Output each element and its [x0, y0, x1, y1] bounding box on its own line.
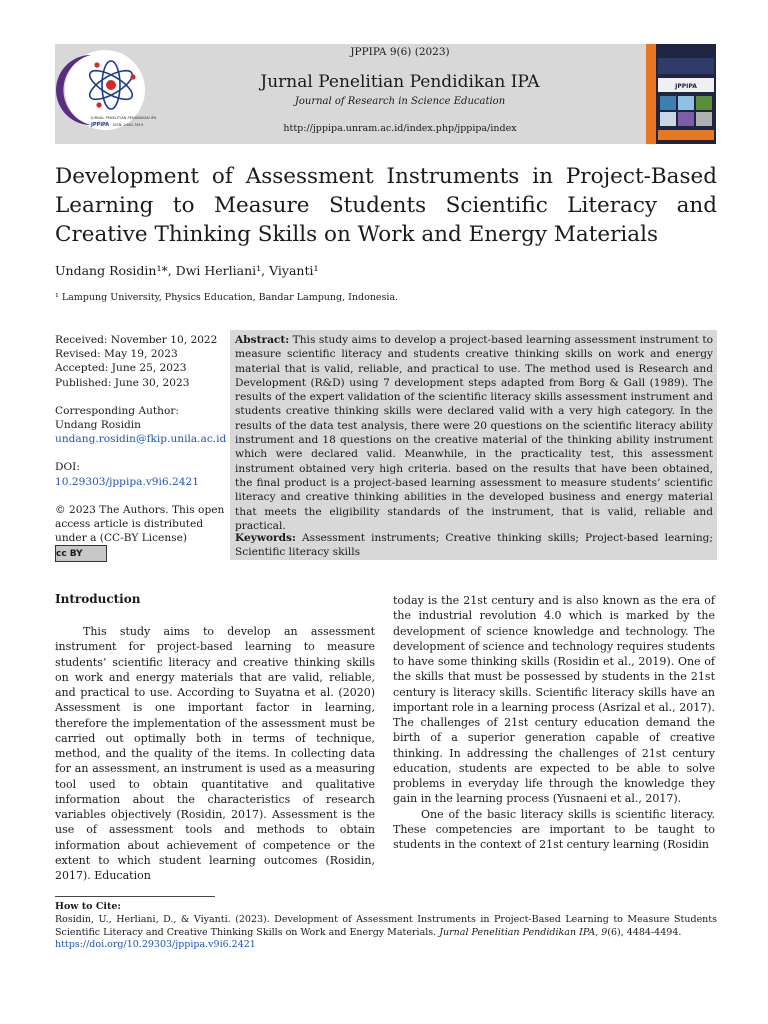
body-right-column: [393, 593, 715, 852]
journal-cover-thumbnail: [646, 44, 716, 144]
footer-divider: [55, 896, 215, 897]
cover-label: JPPIPA: [675, 83, 697, 90]
license-text: © 2023 The Authors. This open access article is distributed under a (CC-BY License): [55, 503, 225, 545]
paper-affiliation: ¹ Lampung University, Physics Education, Bandar Lampung, Indonesia.: [55, 292, 399, 303]
article-meta: [55, 333, 225, 562]
abstract-label: Abstract:: [235, 334, 290, 346]
introduction-heading: Introduction: [55, 592, 141, 606]
journal-issue: JPPIPA 9(6) (2023): [350, 46, 450, 58]
intro-paragraph-1: This study aims to develop an assessment instrument for project-based learning to measure students’ scientific literacy and creative thinking skills on work and energy materials that are valid, reliable, and practical to use. According to Suyatna et al. (2020) Assessment is one important factor in learning, therefore the implementation of the assessment must be carried out optimally both in terms of technique, method, and the quality of the items. In collecting data for an assessment, an instrument is used as a measuring tool used to obtain quantitative and qualitative information about the characteristics of research variables objectively (Rosidin, 2017). Assessment is the use of assessment tools and methods to obtain information about achievement of competence or the extent to which student learning outcomes (Rosidin, 2017). Education: [55, 625, 375, 882]
how-to-cite-text: Rosidin, U., Herliani, D., & Viyanti. (2023). Development of Assessment Instruments in Project-Based Learning to Measure Students Scientific Literacy and Creative Thinking Skills on Work and Energy Materials. Jurnal Penelitian Pendidikan IPA, 9(6), 4484-4494. https://doi.org/10.29303/jppipa.v9i6.2421: [55, 914, 717, 951]
doi-label: DOI:: [55, 461, 80, 474]
keywords-text: Assessment instruments; Creative thinking skills; Project-based learning; Scientific literacy skills: [235, 532, 713, 559]
corresponding-label: Corresponding Author:: [55, 404, 180, 417]
logo-issn: ISSN: 2460-7819: [113, 123, 144, 127]
cc-by-license-icon[interactable]: cc BY: [55, 545, 107, 562]
doi-link[interactable]: 10.29303/jppipa.v9i6.2421: [55, 475, 199, 488]
published-date: Published: June 30, 2023: [55, 376, 190, 389]
journal-logo: [61, 47, 157, 133]
citation-doi-link[interactable]: https://doi.org/10.29303/jppipa.v9i6.2421: [55, 939, 256, 951]
paper-title: Development of Assessment Instruments in Project-Based Learning to Measure Students Scientific Literacy and Creative Thinking Skills on Work and Energy Materials: [55, 164, 717, 247]
corresponding-email-link[interactable]: undang.rosidin@fkip.unila.ac.id: [55, 433, 227, 446]
abstract: [235, 333, 713, 533]
intro-paragraph-2: One of the basic literacy skills is scientific literacy. These competencies are important to be taught to students in the context of 21st century learning (Rosidin: [393, 807, 715, 851]
journal-title: Jurnal Penelitian Pendidikan IPA: [260, 72, 540, 92]
logo-text-line2: JPPIPA: [91, 122, 110, 128]
journal-subtitle: Journal of Research in Science Education: [294, 96, 506, 107]
received-date: Received: November 10, 2022: [55, 334, 218, 346]
journal-url[interactable]: http://jppipa.unram.ac.id/index.php/jppipa/index: [283, 123, 517, 134]
logo-text-line1: JURNAL PENELITIAN PENDIDIKAN IPA: [91, 116, 157, 120]
corresponding-name: Undang Rosidin: [55, 419, 141, 432]
intro-paragraph-1-continued: today is the 21st century and is also known as the era of the industrial revolution 4.0 which is marked by the development of science knowledge and technology. The development of science and technology requires students to have some thinking skills (Rosidin et al., 2019). One of the skills that must be possessed by students in the 21st century is literacy skills. Scientific literacy skills have an important role in a learning process (Asrizal et al., 2017). The challenges of 21st century education demand the birth of a superior generation capable of creative thinking. In addressing the challenges of 21st century education, students are expected to be able to solve problems in everyday life through the knowledge they gain in the learning process (Yusnaeni et al., 2017).: [393, 594, 715, 806]
paper-authors: Undang Rosidin¹*, Dwi Herliani¹, Viyanti¹: [55, 263, 319, 278]
revised-date: Revised: May 19, 2023: [55, 348, 178, 361]
body-left-column: [55, 624, 375, 883]
keywords-label: Keywords:: [235, 532, 296, 544]
how-to-cite-heading: How to Cite:: [55, 901, 121, 912]
accepted-date: Accepted: June 25, 2023: [55, 362, 187, 375]
abstract-text: This study aims to develop a project-based learning assessment instrument to measure scientific literacy and students creative thinking skills on work and energy material that is valid, reliable, and practical to use. The method used is Research and Development (R&D) using 7 development steps adapted from Borg & Gall (1989). The results of the expert validation of the scientific literacy skills assessment instrument and students creative thinking skills were declared valid with a very high category. In the results of the data test analysis, there were 20 questions on the scientific literacy ability instrument and 18 questions on the creative material of the thinking ability instrument which were declared valid. Meanwhile, in the practicality test, this assessment instrument obtained very high criteria. based on the results that have been obtained, the final product is a project-based learning assessment to measure students’ scientific literacy and creative thinking abilities in the developed business and energy material that meets the eligibility standards of the instrument, that is valid, reliable and practical.: [235, 334, 713, 532]
keywords: [235, 531, 713, 560]
doi-line: [55, 460, 225, 488]
